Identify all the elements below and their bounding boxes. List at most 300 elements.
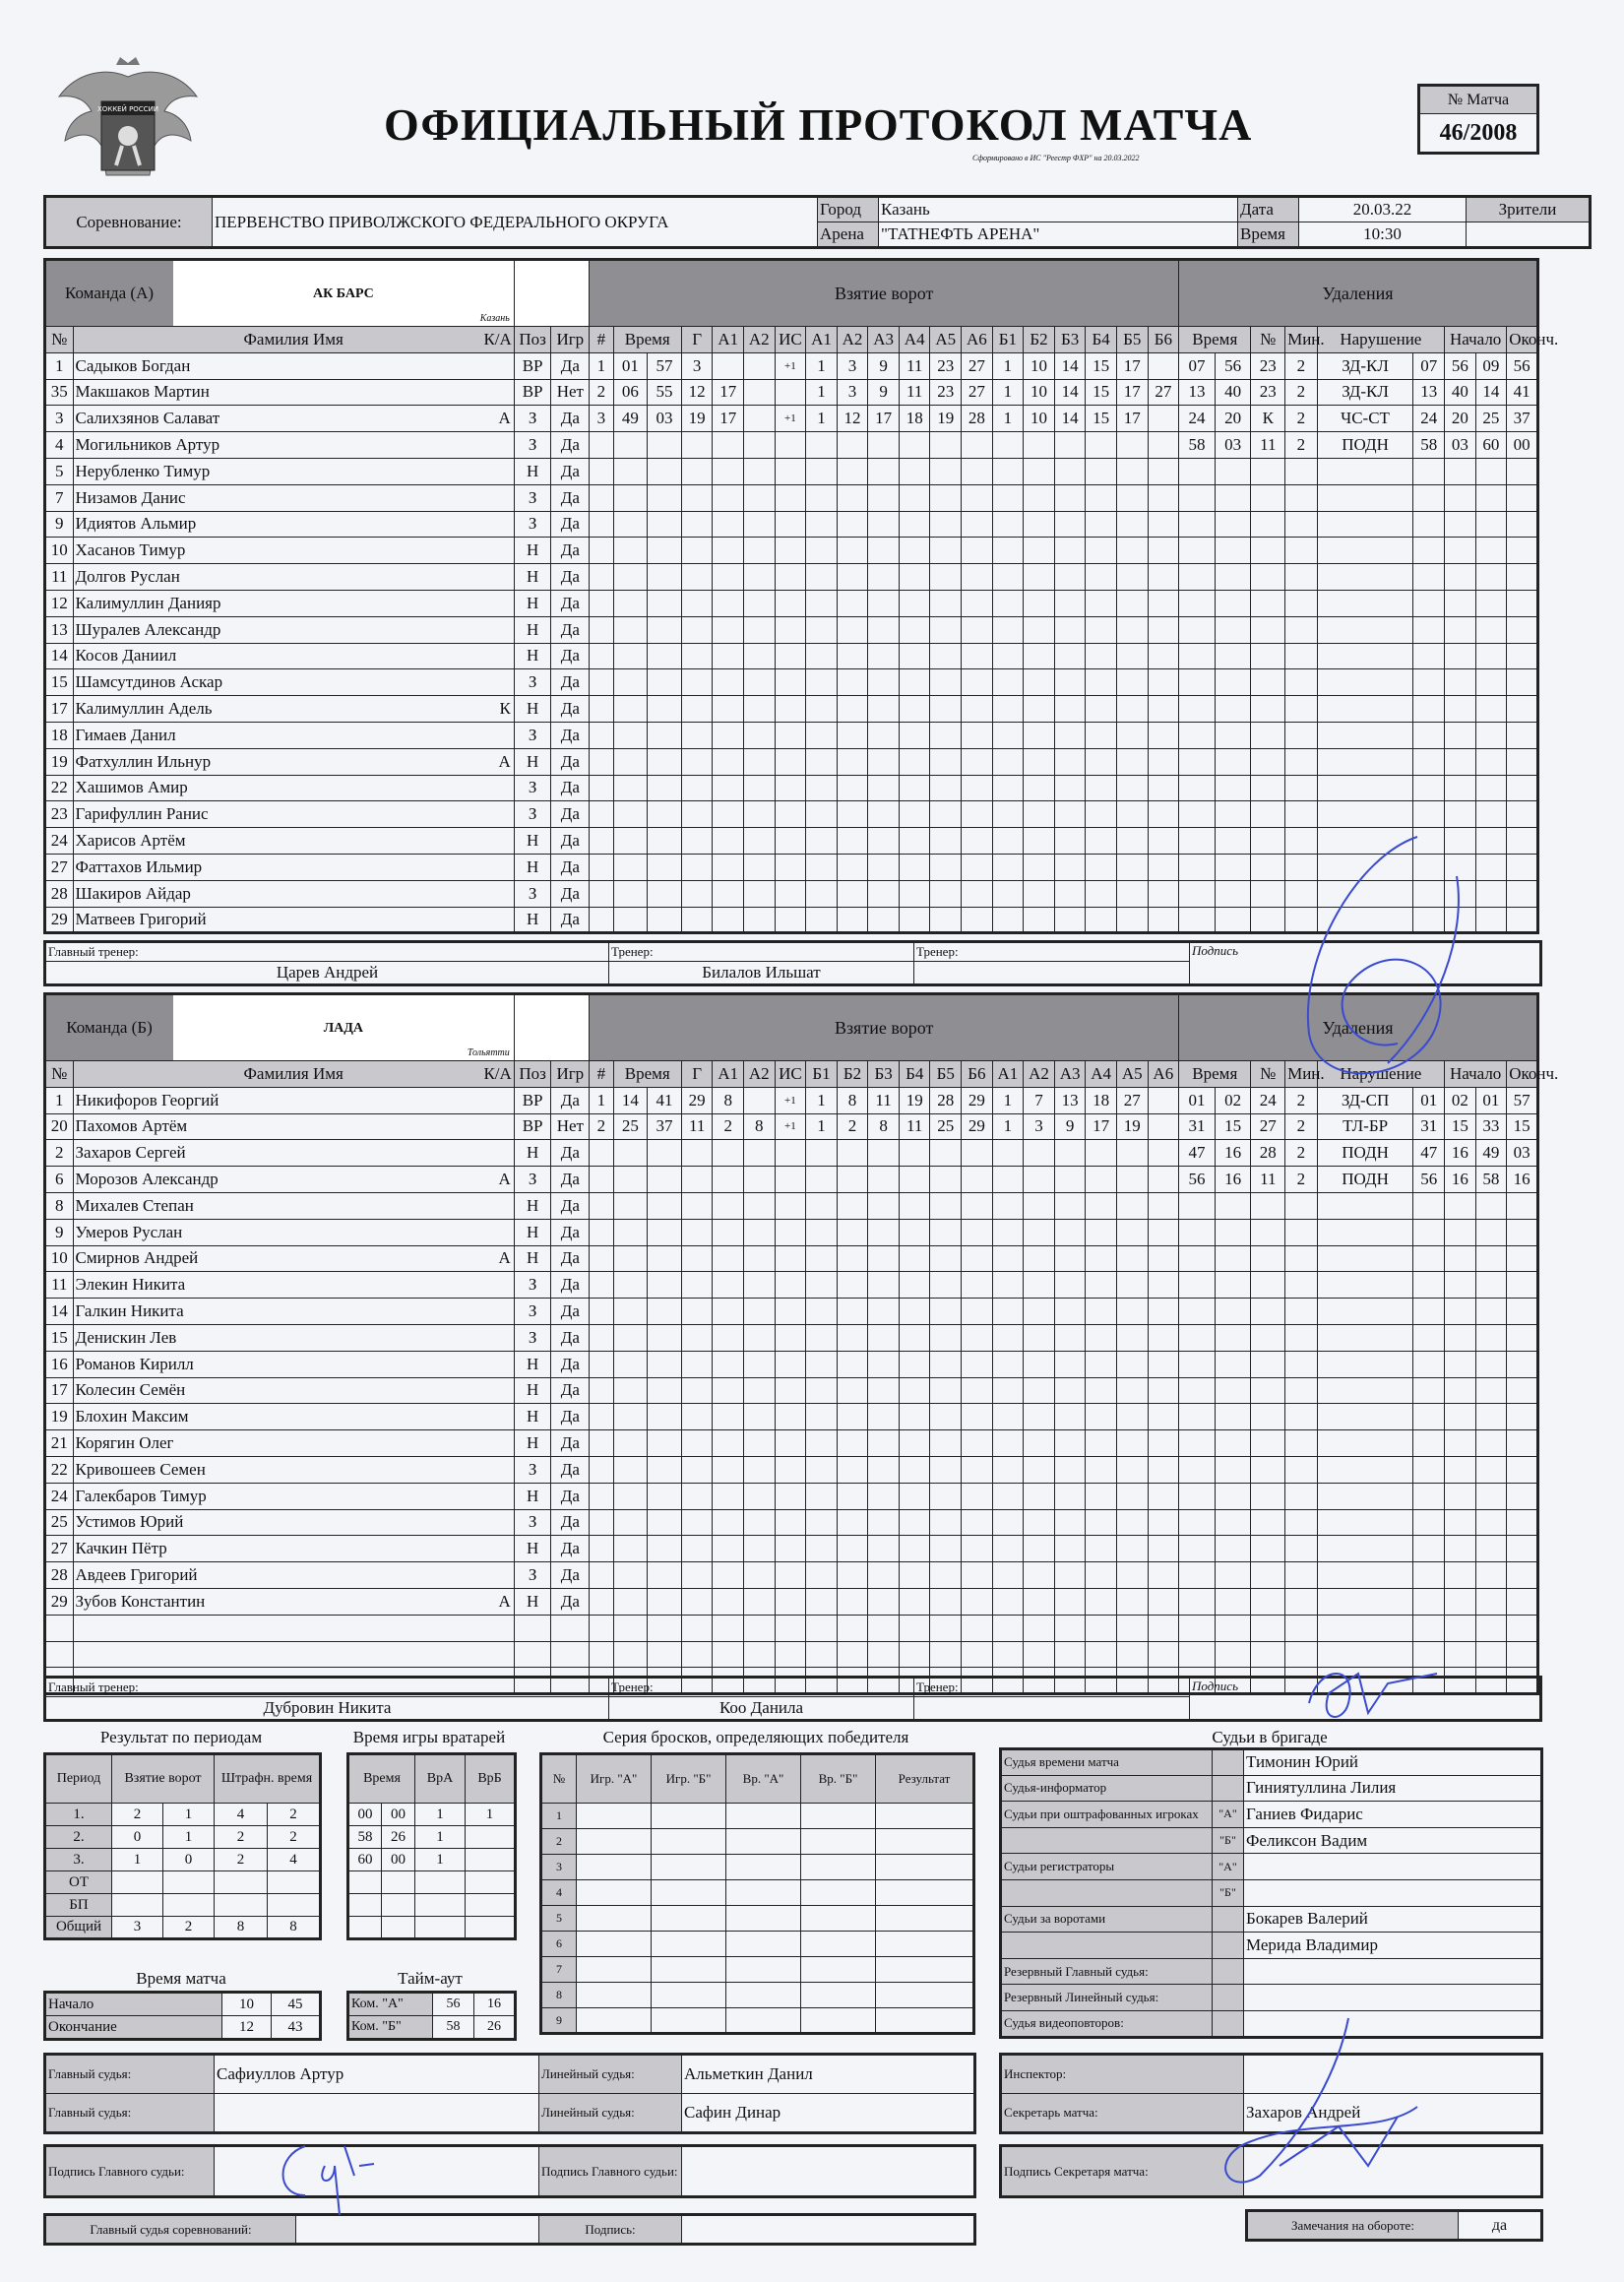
team-a-goal-cell xyxy=(648,828,682,855)
team-b-goal-cell xyxy=(1116,1272,1148,1299)
team-a-player-name xyxy=(73,828,514,855)
team-a-goal-cell xyxy=(648,616,682,643)
team-a-goal-cell xyxy=(1086,511,1117,538)
team-b-penalty-cell xyxy=(1475,1245,1507,1272)
team-a-goal-cell xyxy=(744,696,776,723)
team-b-goal-cell xyxy=(713,1430,744,1457)
team-b-player-name-text: Михалев Степан xyxy=(75,1195,194,1215)
team-b-goal-cell xyxy=(1054,1456,1086,1483)
team-a-header-cell: Игр xyxy=(551,327,590,353)
team-a-penalty-cell: 2 xyxy=(1285,406,1318,432)
shootout-num: 6 xyxy=(541,1932,577,1957)
team-b-player-play: Нет xyxy=(551,1113,590,1140)
team-a-goal-cell xyxy=(806,801,838,828)
team-b-goal-cell xyxy=(1116,1536,1148,1562)
team-b-player-row xyxy=(45,1377,1538,1404)
team-b-penalty-cell xyxy=(1251,1562,1285,1589)
team-b-penalty-cell xyxy=(1251,1588,1285,1615)
team-a-penalty-cell: 20 xyxy=(1215,406,1251,432)
team-b-player-row xyxy=(45,1245,1538,1272)
team-a-penalty-cell xyxy=(1317,590,1413,616)
team-b-player-num xyxy=(45,1615,74,1641)
team-a-goal-cell xyxy=(590,538,613,564)
team-a-penalty-cell xyxy=(1251,564,1285,591)
team-a-goal-cell xyxy=(681,775,713,801)
team-a-goal-cell: 55 xyxy=(648,379,682,406)
team-b-player-name xyxy=(73,1167,514,1193)
team-b-goal-cell xyxy=(992,1404,1024,1430)
official-name: Мерида Владимир xyxy=(1244,1933,1542,1959)
team-a-player-row xyxy=(45,775,1538,801)
team-a-goal-cell xyxy=(1086,696,1117,723)
team-b-player-name-text: Умеров Руслан xyxy=(75,1222,183,1241)
team-a-goal-cell: 01 xyxy=(613,352,648,379)
match-number: 46/2008 xyxy=(1419,114,1538,154)
team-a-player-play: Да xyxy=(551,854,590,880)
team-b-penalty-cell xyxy=(1445,1272,1476,1299)
team-b-penalty-cell xyxy=(1285,1377,1318,1404)
team-a-player-captain: А xyxy=(498,409,511,428)
team-a-goal-cell: 3 xyxy=(590,406,613,432)
team-b-goal-cell xyxy=(1054,1167,1086,1193)
team-b-penalty-cell: 2 xyxy=(1285,1167,1318,1193)
period-cell xyxy=(268,1894,321,1917)
team-a-goal-cell xyxy=(930,880,962,907)
team-a-player-name xyxy=(73,669,514,696)
team-a-signature-label: Подпись xyxy=(1190,942,1541,985)
team-a-goal-cell xyxy=(775,775,806,801)
team-b-penalty-cell xyxy=(1251,1272,1285,1299)
team-a-player-name-text: Фатхуллин Ильнур xyxy=(75,751,212,771)
team-b-player-play: Да xyxy=(551,1087,590,1113)
team-a-goal-cell xyxy=(1116,484,1148,511)
team-a-goal-cell xyxy=(837,907,868,933)
shootout-row xyxy=(541,1855,974,1880)
team-a-penalty-cell: 20 xyxy=(1445,406,1476,432)
team-b-goal-cell xyxy=(681,1377,713,1404)
team-b-player-play: Да xyxy=(551,1588,590,1615)
team-a-player-name xyxy=(73,643,514,669)
team-b-goal-cell xyxy=(992,1192,1024,1219)
team-a-player-name-text: Косов Даниил xyxy=(75,646,177,666)
team-a-penalty-cell xyxy=(1215,458,1251,484)
shootout-header: Вр. "А" xyxy=(726,1754,801,1804)
period-cell: 8 xyxy=(268,1917,321,1939)
city-label: Город xyxy=(818,197,879,222)
team-a-player-name-text: Шакиров Айдар xyxy=(75,883,191,903)
team-a-player-num: 13 xyxy=(45,616,74,643)
team-a-goal-cell xyxy=(1116,828,1148,855)
team-a-goal-cell xyxy=(590,643,613,669)
shootout-cell xyxy=(577,1957,652,1983)
team-b-goal-cell xyxy=(930,1167,962,1193)
team-a-penalty-cell xyxy=(1475,643,1507,669)
team-b-goal-cell xyxy=(613,1404,648,1430)
team-a-penalty-cell xyxy=(1179,616,1216,643)
team-a-penalty-cell: К xyxy=(1251,406,1285,432)
goalie-cell: 00 xyxy=(382,1849,415,1871)
team-a-player-pos: З xyxy=(514,484,551,511)
team-a-goal-cell xyxy=(1148,616,1179,643)
team-a-goal-cell xyxy=(1054,907,1086,933)
team-a-player-row xyxy=(45,379,1538,406)
team-a-penalty-cell xyxy=(1475,484,1507,511)
shootout-cell xyxy=(726,1880,801,1906)
team-a-goal-cell: 1 xyxy=(806,406,838,432)
team-b-penalty-cell: 16 xyxy=(1445,1167,1476,1193)
shootout-cell xyxy=(801,1829,876,1855)
team-b-goal-cell xyxy=(1148,1377,1179,1404)
shootout-cell xyxy=(577,1804,652,1829)
team-b-goal-cell xyxy=(1024,1562,1055,1589)
match-end-label: Окончание xyxy=(45,2016,222,2040)
goalie-cell xyxy=(466,1894,516,1917)
official-name: Феликсон Вадим xyxy=(1244,1827,1542,1854)
team-b-goal-cell xyxy=(837,1509,868,1536)
team-a-goal-cell xyxy=(992,564,1024,591)
team-b-penalties-title: Удаления xyxy=(1179,994,1538,1061)
team-a-goal-cell xyxy=(1148,432,1179,459)
team-a-goal-cell xyxy=(806,907,838,933)
team-a-goal-cell xyxy=(775,564,806,591)
team-a-goal-cell xyxy=(681,696,713,723)
team-b-head-coach-label: Главный тренер: xyxy=(45,1678,609,1697)
team-a-goal-cell xyxy=(806,696,838,723)
team-b-goal-cell xyxy=(681,1219,713,1245)
team-b-player-play xyxy=(551,1615,590,1641)
team-a-goal-cell: 10 xyxy=(1024,352,1055,379)
team-a-penalty-cell: ПОДН xyxy=(1317,432,1413,459)
team-b-goal-cell xyxy=(713,1272,744,1299)
goalie-cell xyxy=(348,1894,382,1917)
team-b-goal-cell xyxy=(930,1430,962,1457)
team-a-player-name-text: Низамов Данис xyxy=(75,487,186,507)
team-a-player-name xyxy=(73,775,514,801)
team-b-goal-cell xyxy=(962,1272,993,1299)
team-a-penalty-cell: 2 xyxy=(1285,432,1318,459)
team-b-player-pos: ВР xyxy=(514,1113,551,1140)
team-a-goal-cell xyxy=(837,854,868,880)
team-b-player-play: Да xyxy=(551,1536,590,1562)
remarks-table xyxy=(1245,2209,1543,2242)
team-a-penalty-cell: 11 xyxy=(1251,432,1285,459)
team-a-goal-cell xyxy=(648,511,682,538)
shootout-row xyxy=(541,1957,974,1983)
team-a-player-name-text: Макшаков Мартин xyxy=(75,382,210,402)
team-b-goal-cell: 29 xyxy=(962,1113,993,1140)
team-a-goal-cell xyxy=(648,484,682,511)
team-a-goal-cell xyxy=(1116,458,1148,484)
team-b-goal-cell xyxy=(962,1245,993,1272)
sign xyxy=(682,2215,975,2245)
team-a-goal-cell xyxy=(962,801,993,828)
shootout-cell xyxy=(577,1855,652,1880)
team-a-goal-cell xyxy=(1086,669,1117,696)
team-a-goal-cell xyxy=(806,775,838,801)
team-b-player-name-text: Корягин Олег xyxy=(75,1433,174,1453)
team-b-player-name-text: Устимов Юрий xyxy=(75,1512,184,1532)
team-a-goal-cell xyxy=(1148,880,1179,907)
team-b-goal-cell xyxy=(648,1615,682,1641)
team-b-goal-cell: 18 xyxy=(1086,1087,1117,1113)
team-b-goal-cell xyxy=(992,1430,1024,1457)
team-a-goal-cell xyxy=(648,590,682,616)
goalie-row xyxy=(348,1804,516,1826)
team-b-goal-cell xyxy=(1116,1192,1148,1219)
team-a-goal-cell xyxy=(930,643,962,669)
team-b-player-pos: Н xyxy=(514,1404,551,1430)
team-b-goal-cell xyxy=(930,1404,962,1430)
team-b-coach2 xyxy=(914,1697,1190,1721)
team-b-goal-cell xyxy=(837,1272,868,1299)
team-b-goal-cell xyxy=(648,1404,682,1430)
team-a-goal-cell xyxy=(613,828,648,855)
team-b-goal-cell xyxy=(992,1562,1024,1589)
team-b-goal-cell xyxy=(613,1509,648,1536)
team-a-goal-cell xyxy=(1054,458,1086,484)
team-a-player-row xyxy=(45,616,1538,643)
team-b-penalty-cell xyxy=(1317,1192,1413,1219)
team-b-goal-cell xyxy=(806,1483,838,1509)
team-a-penalty-cell xyxy=(1445,511,1476,538)
team-b-player-name-text: Морозов Александр xyxy=(75,1170,219,1189)
team-a-goal-cell xyxy=(1024,880,1055,907)
team-b-goal-cell xyxy=(806,1351,838,1377)
team-b-player-row xyxy=(45,1509,1538,1536)
team-b-goal-cell xyxy=(899,1404,930,1430)
official-row xyxy=(1001,1933,1542,1959)
team-b-goal-cell xyxy=(899,1377,930,1404)
period-cell: 2. xyxy=(45,1826,112,1849)
team-b-goal-cell xyxy=(590,1588,613,1615)
team-b-penalty-cell: 24 xyxy=(1251,1087,1285,1113)
team-a-goal-cell xyxy=(590,722,613,748)
team-a-penalty-cell xyxy=(1475,458,1507,484)
team-b-penalty-cell: 33 xyxy=(1475,1113,1507,1140)
shootout-cell xyxy=(726,1829,801,1855)
team-a-penalty-cell xyxy=(1475,748,1507,775)
team-b-goal-cell xyxy=(1116,1140,1148,1167)
goalie-cell: 60 xyxy=(348,1849,382,1871)
team-a-penalty-cell xyxy=(1445,748,1476,775)
logo-emblem xyxy=(47,57,209,189)
linesman2: Сафин Динар xyxy=(682,2094,975,2133)
team-b-player-pos: Н xyxy=(514,1219,551,1245)
team-b-goal-cell xyxy=(1148,1245,1179,1272)
team-a-goal-cell xyxy=(713,722,744,748)
team-b-goal-cell xyxy=(1148,1588,1179,1615)
team-a-goal-cell xyxy=(1086,748,1117,775)
team-a-player-num: 24 xyxy=(45,828,74,855)
team-a-player-row xyxy=(45,590,1538,616)
shootout-cell xyxy=(577,1983,652,2008)
team-a-goal-cell xyxy=(806,538,838,564)
team-a-penalty-cell xyxy=(1251,616,1285,643)
team-a-goal-cell xyxy=(648,458,682,484)
team-b-goal-cell xyxy=(1054,1404,1086,1430)
team-b-player-name-text: Галекбаров Тимур xyxy=(75,1486,207,1505)
team-a-player-name-text: Хасанов Тимур xyxy=(75,540,186,560)
team-b-goal-cell xyxy=(775,1377,806,1404)
team-b-goal-cell xyxy=(930,1351,962,1377)
team-b-goal-cell xyxy=(590,1192,613,1219)
team-a-player-row xyxy=(45,696,1538,723)
date-value: 20.03.22 xyxy=(1299,197,1467,222)
team-b-goal-cell xyxy=(899,1483,930,1509)
team-a-goal-cell xyxy=(1024,722,1055,748)
team-a-goal-cell xyxy=(1086,458,1117,484)
team-b-penalty-cell xyxy=(1475,1192,1507,1219)
team-a-goal-cell xyxy=(930,538,962,564)
team-a-goal-cell xyxy=(868,616,900,643)
team-b-player-name-text: Авдеев Григорий xyxy=(75,1565,198,1585)
team-b-player-num: 19 xyxy=(45,1404,74,1430)
team-b-goal-cell xyxy=(713,1299,744,1325)
officials-table xyxy=(999,1747,1543,2039)
team-b-penalty-cell: 16 xyxy=(1215,1140,1251,1167)
team-a-goal-cell xyxy=(648,854,682,880)
team-b-goal-cell xyxy=(775,1299,806,1325)
team-a-goal-cell xyxy=(775,722,806,748)
team-b-penalty-cell xyxy=(1413,1430,1445,1457)
team-b-player-play: Да xyxy=(551,1324,590,1351)
team-a-goal-cell xyxy=(613,616,648,643)
team-b-player-row xyxy=(45,1324,1538,1351)
team-a-goal-cell: 14 xyxy=(1054,406,1086,432)
official-name: Бокарев Валерий xyxy=(1244,1906,1542,1933)
team-b-goal-cell xyxy=(590,1430,613,1457)
shootout-header: Результат xyxy=(876,1754,974,1804)
team-b-penalty-cell xyxy=(1475,1377,1507,1404)
team-a-goal-cell xyxy=(590,748,613,775)
team-a-goal-cell xyxy=(590,432,613,459)
team-a-player-row xyxy=(45,643,1538,669)
team-b-goal-cell xyxy=(713,1324,744,1351)
team-a-goal-cell xyxy=(806,458,838,484)
goalies-h-a: ВрА xyxy=(415,1754,466,1804)
team-a-penalty-cell xyxy=(1507,854,1538,880)
team-b-goal-cell xyxy=(744,1588,776,1615)
team-a-goal-cell xyxy=(868,722,900,748)
team-a-goal-cell xyxy=(613,801,648,828)
team-a-penalty-cell: 56 xyxy=(1445,352,1476,379)
team-a-player-play: Да xyxy=(551,643,590,669)
team-b-player-num: 17 xyxy=(45,1377,74,1404)
shootout-row xyxy=(541,1983,974,2008)
team-a-player-pos: З xyxy=(514,669,551,696)
official-name: Гиниятуллина Лилия xyxy=(1244,1775,1542,1802)
team-a-goal-cell xyxy=(992,907,1024,933)
official-role: Судья времени матча xyxy=(1001,1749,1213,1776)
team-b-goal-cell xyxy=(930,1324,962,1351)
team-b-player-name xyxy=(73,1299,514,1325)
team-a-goal-cell xyxy=(1024,511,1055,538)
team-a-goal-cell xyxy=(775,484,806,511)
team-b-goal-cell xyxy=(648,1167,682,1193)
team-b-goal-cell xyxy=(962,1219,993,1245)
team-a-penalty-cell xyxy=(1215,748,1251,775)
shootout-header: Игр. "Б" xyxy=(652,1754,726,1804)
team-a-goal-cell xyxy=(837,458,868,484)
team-a-goal-cell xyxy=(713,458,744,484)
team-a-goal-cell: 17 xyxy=(713,406,744,432)
team-b-penalty-cell xyxy=(1475,1456,1507,1483)
team-a-name: АК БАРС xyxy=(313,286,374,301)
team-b-goal-cell xyxy=(613,1299,648,1325)
team-b-goal-cell xyxy=(744,1272,776,1299)
team-b-penalty-cell xyxy=(1285,1324,1318,1351)
team-b-goal-cell xyxy=(1148,1509,1179,1536)
team-a-penalty-cell xyxy=(1179,458,1216,484)
team-a-goal-cell xyxy=(1054,538,1086,564)
team-a-coach2 xyxy=(914,962,1190,985)
page-title: ОФИЦИАЛЬНЫЙ ПРОТОКОЛ МАТЧА xyxy=(384,99,1253,150)
team-b-penalty-cell xyxy=(1445,1219,1476,1245)
team-a-goal-cell xyxy=(713,432,744,459)
team-a-penalty-cell: 07 xyxy=(1179,352,1216,379)
team-b-goal-cell xyxy=(962,1299,993,1325)
team-b-goal-cell xyxy=(868,1324,900,1351)
team-b-player-play: Да xyxy=(551,1299,590,1325)
team-a-penalty-cell xyxy=(1445,616,1476,643)
team-a-player-name xyxy=(73,511,514,538)
shootout-cell xyxy=(726,1957,801,1983)
team-a-player-play: Да xyxy=(551,669,590,696)
team-b-goal-cell: 37 xyxy=(648,1113,682,1140)
team-a-goal-cell xyxy=(1054,880,1086,907)
team-b-player-pos xyxy=(514,1615,551,1641)
team-a-goal-cell xyxy=(681,669,713,696)
team-a-player-num: 19 xyxy=(45,748,74,775)
team-a-goal-cell xyxy=(1024,538,1055,564)
team-b-goal-cell xyxy=(1054,1615,1086,1641)
team-a-player-num: 35 xyxy=(45,379,74,406)
team-a-header-cell: А1 xyxy=(713,327,744,353)
team-a-goal-cell: 12 xyxy=(681,379,713,406)
team-a-goal-cell xyxy=(962,590,993,616)
team-b-goal-cell xyxy=(775,1536,806,1562)
team-b-goal-cell xyxy=(648,1299,682,1325)
team-b-goal-cell xyxy=(868,1192,900,1219)
team-b-goal-cell xyxy=(868,1167,900,1193)
team-b-goal-cell xyxy=(648,1483,682,1509)
team-b-player-play: Да xyxy=(551,1509,590,1536)
team-b-penalty-cell: 16 xyxy=(1507,1167,1538,1193)
team-a-penalty-cell xyxy=(1285,538,1318,564)
team-b-goal-cell xyxy=(613,1167,648,1193)
team-a-goal-cell xyxy=(744,801,776,828)
team-a-goal-cell xyxy=(1116,748,1148,775)
team-b-goal-cell: 1 xyxy=(992,1113,1024,1140)
team-b-goal-cell xyxy=(1024,1430,1055,1457)
team-b-header-cell: Поз xyxy=(514,1061,551,1088)
team-b-penalty-cell xyxy=(1475,1272,1507,1299)
team-a-goal-cell xyxy=(899,748,930,775)
team-a-player-play: Да xyxy=(551,511,590,538)
team-b-penalty-cell xyxy=(1215,1351,1251,1377)
team-a-penalty-cell: 24 xyxy=(1413,406,1445,432)
team-a-penalty-cell xyxy=(1507,748,1538,775)
shootout-cell xyxy=(652,1906,726,1932)
team-b-goal-cell xyxy=(590,1140,613,1167)
team-b-header-cell: № xyxy=(45,1061,74,1088)
team-a-goal-cell xyxy=(1148,564,1179,591)
team-a-goal-cell xyxy=(868,538,900,564)
team-a-goal-cell xyxy=(992,616,1024,643)
team-a-penalty-cell xyxy=(1475,511,1507,538)
team-b-goal-cell xyxy=(1086,1245,1117,1272)
team-b-goal-cell xyxy=(613,1588,648,1615)
